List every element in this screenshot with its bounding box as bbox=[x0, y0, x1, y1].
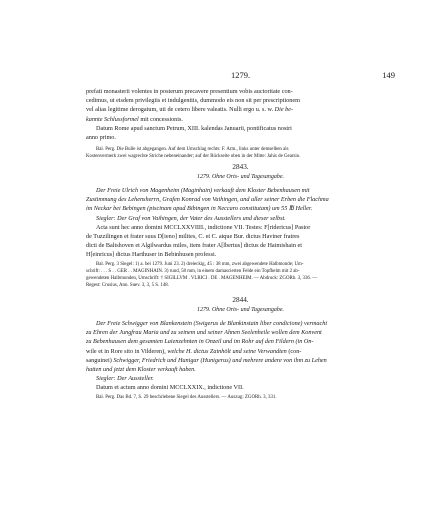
regest-line: hatten und jetzt dem Kloster verkauft haben. bbox=[86, 366, 196, 374]
regest-line: zu Ehren der Jungfrau Maria und zu seinem und seiner Ahnen Seelenheile wollen dem Konvent bbox=[86, 329, 322, 337]
document-2843 bbox=[86, 163, 395, 289]
regest-line: sanguinei) Schwigger, Friedrich und Hunigar (Hunigerus) und mehrere andere von ihm zu Lehen bbox=[86, 356, 327, 364]
text-line: Acta sunt hec anno domini MCCLXXVIIII., indictione VII. Testes: F[ridericus] Pastor bbox=[96, 223, 311, 231]
document-body bbox=[86, 223, 395, 260]
footnote-line: schrift: . . . S . . GER . . MAGINHAIN. 3) rund, 58 mm, in einem damascierten Felde ein Topfhelm mit 2 ab- bbox=[86, 268, 300, 274]
footnote-line: Regest: Crusius, Ann. Suev. 3, 3, 5 S. 148. bbox=[86, 283, 169, 289]
text-line: dicti de Baltshoven et Algilwardus miles, item frater A[lbertus] dictus de Haimishain et bbox=[86, 242, 302, 250]
text-line: vel alias legitime derogatum, uti de cetero libere valeatis. Nulli ergo u. s. w. Die be- bbox=[86, 106, 294, 114]
document-body bbox=[86, 383, 395, 392]
sealer-line: Siegler: Der Graf von Vaihingen, der Vater des Ausstellers und dieser selbst. bbox=[96, 214, 286, 222]
regest-line: Der Freie Ulrich von Magenheim (Maginhain) verkauft dem Kloster Bebenhausen mit bbox=[96, 187, 310, 194]
text-line: H[einricus] dictus Harthuser in Bebinhusen professi. bbox=[86, 251, 217, 259]
text-line: Datum et actum anno domini MCCLXXIX., indictione VII. bbox=[96, 384, 244, 392]
footnote-line: gewendeten Halbmonden, Umschrift: † SIGILLVM . VLRICI . DE . MAGENHEIM. — Abdruck: ZGORh. 3, 336. — bbox=[86, 276, 318, 282]
continuation-text bbox=[86, 87, 395, 142]
text-line: de Tuzzilingen et frater suus D[ieno] milites, C. et C. atque Bur. dictus Haviner fratres bbox=[86, 233, 300, 241]
regest-line: Zustimmung des Lehensherrn, Grafen Konrad von Vaihingen, und aller seiner Erben die Flachma bbox=[86, 196, 329, 204]
regest-line: wile et in Rore sito in Vilderen), welche H. dictus Zainhōlt und seine Verwandten (con- bbox=[86, 347, 302, 355]
document-2844 bbox=[86, 296, 395, 401]
text-line: prefati monasterii volentes in posterum precavere presentium vobis auctoritate con- bbox=[86, 88, 293, 95]
regest-line: Der Freie Schwigger von Blankenstein (Swigerus de Blankinstain liber condicione) vermacht bbox=[96, 320, 328, 327]
text-line: kannte Schlussformel mit concessionis. bbox=[86, 115, 183, 123]
footnote-line: Kostenvermerk zwei wagrechte Striche nebeneinander; auf der Rückseite oben in der Mitte: Jahis de Gearsio. bbox=[86, 154, 301, 160]
footnote bbox=[86, 146, 395, 160]
sealer-line: Siegler: Der Aussteller. bbox=[96, 375, 154, 383]
regest bbox=[86, 319, 395, 383]
footnote-line: Bal. Perg. 3 Siegel: 1) a. bei 1279. Juni 23. 2) dreieckig, 45 : 38 mm, zwei abgewendete Halbmonde; Um- bbox=[96, 261, 304, 267]
page-header bbox=[86, 70, 395, 82]
regest bbox=[86, 186, 395, 223]
footnote-line: Bal. Perg. Die Bulle ist abgegangen. Auf dem Umschlag rechts: F. Arm., links unter demselben als bbox=[96, 147, 289, 152]
regest-line: im Neckar bei Bebingen (piscinam apud Bibingen in Neccaro constitutam) um 55 ℔ Heller. bbox=[86, 205, 313, 213]
footnote bbox=[86, 261, 395, 290]
document-number: 2843. bbox=[232, 163, 249, 171]
page-number: 149 bbox=[382, 70, 395, 80]
footnote-line: Bal. Perg. Das Bd. 7, S. 29 beschriebene Siegel des Ausstellers. — Auszug: ZGORh. 3, 331. bbox=[96, 394, 277, 400]
header-year: 1279. bbox=[230, 70, 251, 80]
footnote bbox=[86, 394, 395, 401]
text-line: anno primo. bbox=[86, 134, 116, 142]
text-line: Datum Rome apud sanctum Petrum, XIII. kalendas Januarii, pontificatus nostri bbox=[96, 124, 292, 132]
text-line: cedimus, ut eisdem privilegiis et indulgentiis, dummodo eis non sit per prescriptionem bbox=[86, 97, 300, 105]
document-number: 2844. bbox=[232, 296, 249, 304]
regest-line: zu Bebenhausen dem gesamten Laienzehnten in Onzeil und im Rohr auf den Fildern (in On- bbox=[86, 338, 314, 346]
dateline: 1279. Ohne Orts- und Tagesangabe. bbox=[196, 174, 285, 180]
dateline: 1279. Ohne Orts- und Tagesangabe. bbox=[196, 307, 285, 313]
